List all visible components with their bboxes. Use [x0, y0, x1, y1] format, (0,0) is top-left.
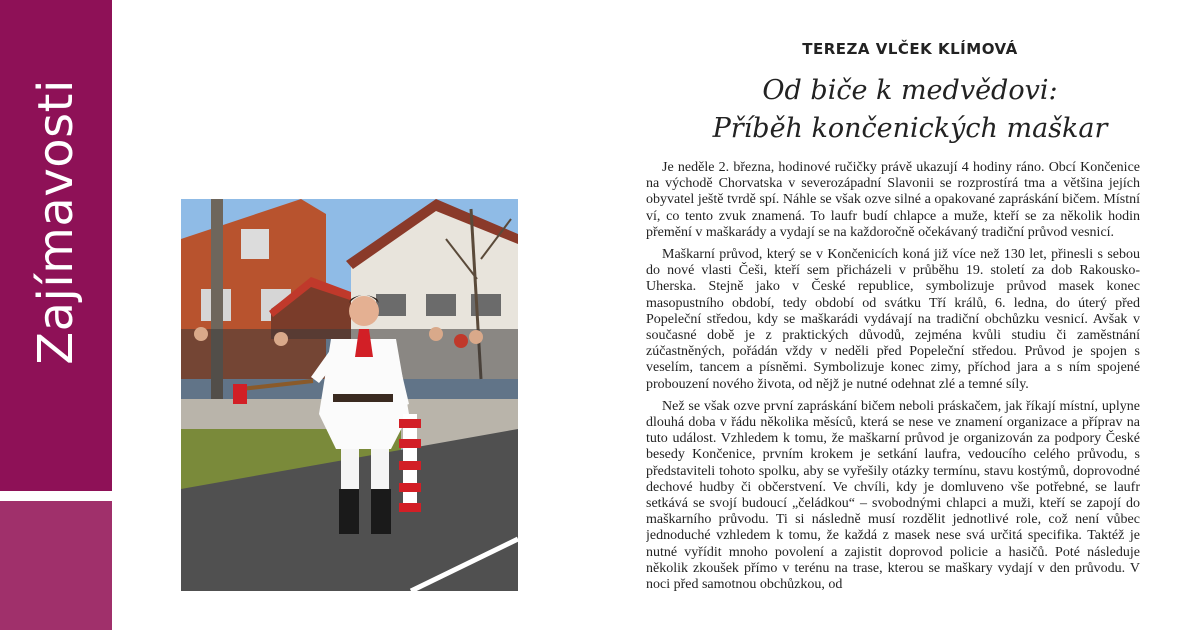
article-paragraph: Maškarní průvod, který se v Končenicích koná již více než 130 let, přinesli s sebou do nové vlasti Češi, kteří sem přicházeli v průběhu 19. století za dob Rakousko-Uherska. Stejně jako v České republice, symbolizuje průvod masek konec masopustního období, tedy období od svátku Tří králů, 6. ledna, do úterý před Popeleční středou, kdy se maškarádi vydávají na tradiční obchůzku vesnicí. Avšak v současné době je z praktických důvodů, zejména kvůli studiu či zaměstnání zúčastněných, pořádán vždy v neděli před Popeleční středou. Průvod je spojen s veselím, tancem a písněmi. Symbolizuje konec zimy, příchod jara a s ním spojené probouzení nového života, od nějž je nutné odehnat zlé a temné síly. — [646, 247, 1140, 392]
section-band-lower — [0, 501, 112, 630]
article-title — [640, 72, 1180, 148]
article-title-line2: Příběh končenických maškar — [712, 113, 1108, 144]
article-author: TEREZA VLČEK KLÍMOVÁ — [802, 40, 1018, 58]
article-paragraph: Je neděle 2. března, hodinové ručičky právě ukazují 4 hodiny ráno. Obcí Končenice na východě Chorvatska v severozápadní Slavonii se rozprostírá tma a většina jejích obyvatel ještě tvrdě spí. Náhle se však ozve silné a opakované zapráskání bičem. Místní ví, co tento zvuk znamená. To laufr budí chlapce a muže, kteří se za několik hodin přemění v maškarády a vydají se na každoročně očekávaný tradiční průvod vesnicí. — [646, 160, 1140, 240]
photo-illustration — [181, 199, 518, 591]
section-label: Zajímavosti — [28, 79, 84, 365]
article-title-line1: Od biče k medvědovi: — [762, 75, 1058, 106]
article-paragraph: Než se však ozve první zapráskání bičem neboli práskačem, jak říkají místní, uplyne dlouhá doba v řádu několika měsíců, která se nese ve znamení organizace a příprav na tuto událost. Vzhledem k tomu, že maškarní průvod je organizován za podpory České besedy Končenice, prvním krokem je setkání laufra, vedoucího celého průvodu, s představiteli tohoto spolku, aby se vyřešily otázky termínu, stavu kostýmů, doprovodné dechové hudby či občerstvení. Ve chvíli, kdy je domluveno vše potřebné, se laufr setkává se svojí budoucí „čeládkou“ – svobodnými chlapci a muži, kteří se zapojí do maškarního průvodu. Ti si následně musí rozdělit jednotlivé role, což není vůbec jednoduché vzhledem k tomu, že každá z masek nese svá určitá specifika. Taktéž je nutné vyřídit mnoho povolení a zajistit doprovod policie a hasičů. Poté následuje několik zkoušek přímo v terénu na trase, kterou se maškary vydají v den průvodu. V noci před samotnou obchůzkou, od — [646, 398, 1140, 593]
article-photo — [181, 199, 518, 591]
article-body — [646, 160, 1140, 630]
